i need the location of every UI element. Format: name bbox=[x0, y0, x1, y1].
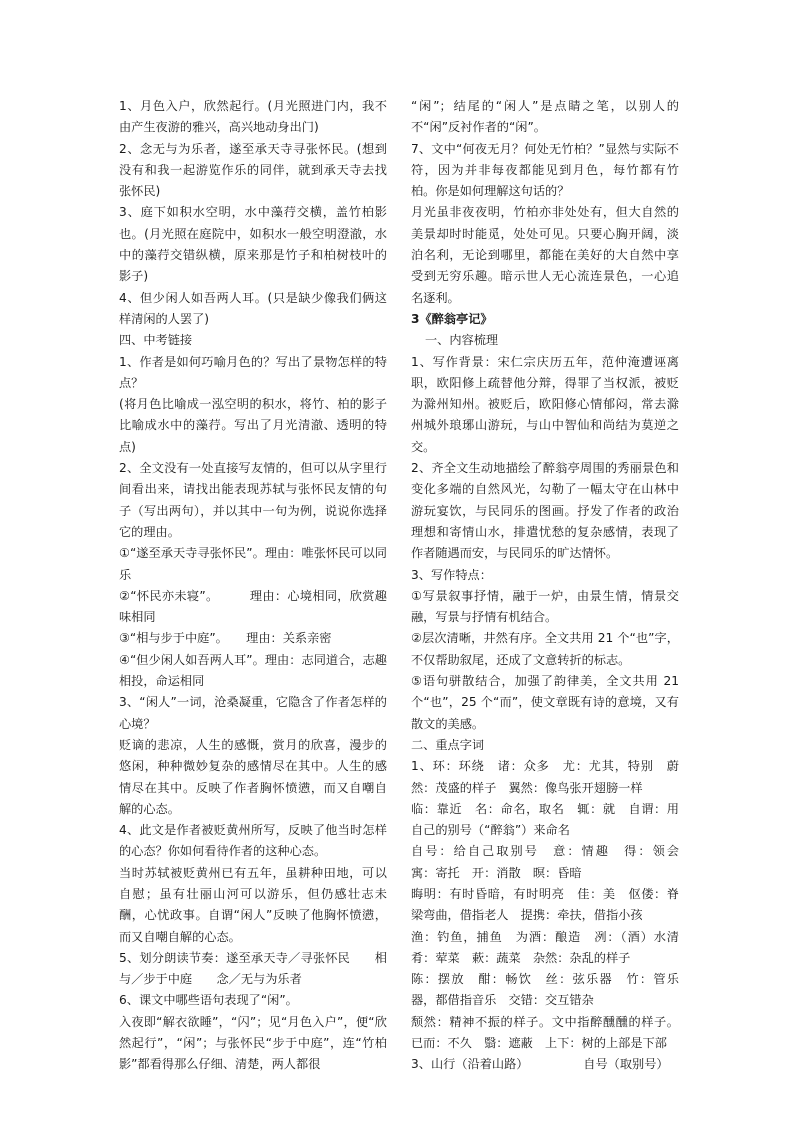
section-heading: 二、重点字词 bbox=[411, 737, 485, 752]
paragraph: 2、念无与为乐者，遂至承天寺寻张怀民。(想到没有和我一起游览作乐的同伴，就到承天寺去找张怀民) bbox=[119, 141, 387, 199]
paragraph: ⑤语句骈散结合，加强了韵律美，全文共用 21 个“也”，25 个“而”，使文章既有诗的意境，又有散文的美感。 bbox=[411, 674, 679, 731]
section-heading: 四、中考链接 bbox=[119, 333, 193, 348]
vocab-entry: 临：靠近 名：命名，取名 辄：就 自谓：用自己的别号（“醉翁”）来命名 bbox=[411, 801, 679, 838]
vocab-entry: 陈：摆放 酣：畅饮 丝：弦乐器 竹：管乐器，都借指音乐 交错：交互错杂 bbox=[411, 972, 679, 1008]
question: 4、此文是作者被贬黄州所写，反映了他当时怎样的心态？你如何看待作者的这种心态。 bbox=[119, 823, 387, 859]
article-title: 3《醉翁亭记》 bbox=[411, 311, 493, 326]
vocab-entry: 1、环：环绕 诸：众多 尤：尤其，特别 蔚然：茂盛的样子 翼然：像鸟张开翅膀一样 bbox=[411, 759, 679, 795]
vocab-entry: 颓然：精神不振的样子。文中指醉醺醺的样子。已而：不久 翳：遮蔽 上下：树的上部是下部 bbox=[411, 1014, 679, 1051]
question: 7、文中“何夜无月？何处无竹柏？”显然与实际不符，因为并非每夜都能见到月色，每竹都有竹柏。你是如何理解这句话的？ bbox=[411, 141, 679, 199]
paragraph: 3、庭下如积水空明，水中藻荇交横，盖竹柏影也。(月光照在庭院中，如积水一般空明澄澈，水中的藻荇交错纵横，原来那是竹子和柏树枝叶的影子) bbox=[119, 205, 387, 284]
answer: ③“相与步于中庭”。 理由：关系亲密 bbox=[119, 631, 332, 646]
answer: 当时苏轼被贬黄州已有五年，虽耕种田地，可以自慰；虽有壮丽山河可以游乐，但仍感壮志未酬，心忧政事。自谓“闲人”反映了他胸怀愤懑，而又自嘲自解的心态。 bbox=[119, 865, 387, 944]
paragraph: 1、月色入户，欣然起行。(月光照进门内，我不由产生夜游的雅兴，高兴地动身出门) bbox=[119, 99, 387, 135]
question: 2、全文没有一处直接写友情的，但可以从字里行间看出来，请找出能表现苏轼与张怀民友情的句子（写出两句），并以其中一句为例，说说你选择它的理由。 bbox=[119, 461, 387, 539]
question: 1、作者是如何巧喻月色的？写出了景物怎样的特点？ bbox=[119, 354, 387, 390]
answer: 贬谪的悲凉，人生的感慨，赏月的欣喜，漫步的悠闲，种种微妙复杂的感情尽在其中。人生的感情尽在其中。反映了作者胸怀愤懑，而又自嘲自解的心态。 bbox=[119, 737, 387, 816]
question: 6、课文中哪些语句表现了“闲”。 bbox=[119, 993, 298, 1008]
answer: “闲”；结尾的“闲人”是点睛之笔，以别人的不“闲”反衬作者的“闲”。 bbox=[411, 99, 679, 135]
left-column bbox=[119, 96, 387, 1076]
paragraph: 4、但少闲人如吾两人耳。(只是缺少像我们俩这样清闲的人罢了) bbox=[119, 290, 387, 326]
paragraph: ①写景叙事抒情，融于一炉，由景生情，情景交融，写景与抒情有机结合。 bbox=[411, 588, 679, 625]
vocab-entry: 自号：给自己取别号 意：情趣 得：领会 寓：寄托 开：消散 暝：昏暗 bbox=[411, 844, 692, 880]
vocab-entry: 渔：钓鱼，捕鱼 为酒：酿造 冽：（酒）水清 肴：荤菜 蔌：蔬菜 杂然：杂乱的样子 bbox=[411, 929, 692, 965]
question: 5、划分朗读节奏：遂至承天寺／寻张怀民 相与／步于中庭 念／无与为乐者 bbox=[119, 950, 387, 987]
paragraph: 2、齐全文生动地描绘了醉翁亭周围的秀丽景色和变化多端的自然风光，勾勒了一幅太守在山林中游玩宴饮，与民同乐的图画。抒发了作者的政治理想和寄情山水，排遣忧愁的复杂感情，表现了作者随遇而安，与民同乐的旷达情怀。 bbox=[411, 461, 679, 561]
vocab-entry: 晦明：有时昏暗，有时明亮 佳：美 伛偻：脊梁弯曲，借指老人 提携：牵扶，借指小孩 bbox=[411, 886, 679, 923]
answer: 月光虽非夜夜明，竹柏亦非处处有，但大自然的美景却时时能觅，处处可见。只要心胸开阔，淡泊名利，无论到哪里，都能在美好的大自然中享受到无穷乐趣。暗示世人无心流连景色，一心追名逐利。 bbox=[411, 205, 679, 305]
vocab-entry: 3、山行（沿着山路） 自号（取别号） bbox=[411, 1057, 669, 1072]
answer: (将月色比喻成一泓空明的积水，将竹、柏的影子比喻成水中的藻荇。写出了月光清澈、透明的特点) bbox=[119, 397, 387, 454]
paragraph: 1、写作背景：宋仁宗庆历五年，范仲淹遭诬离职，欧阳修上疏替他分辩，得罪了当权派，被贬为滁州知州。被贬后，欧阳修心情郁闷，常去滁州城外琅琊山游玩，与山中智仙和尚结为莫逆之交。 bbox=[411, 354, 679, 454]
paragraph: 3、写作特点： bbox=[411, 567, 492, 582]
question: 3、“闲人”一词，沧桑凝重，它隐含了作者怎样的心境？ bbox=[119, 695, 387, 731]
section-heading: 一、内容梳理 bbox=[425, 333, 499, 348]
answer: 入夜即“解衣欲睡”，“闪”；见“月色入户”，便“欣然起行”，“闲”；与张怀民“步于中庭”，连“竹柏影”都看得那么仔细、清楚，两人都很 bbox=[119, 1014, 387, 1072]
paragraph: ②层次清晰，井然有序。全文共用 21 个“也”字，不仅帮助叙尾，还成了文意转折的标志。 bbox=[411, 631, 679, 667]
right-column bbox=[411, 96, 692, 1076]
answer: ①“遂至承天寺寻张怀民”。理由：唯张怀民可以同乐 bbox=[119, 546, 387, 582]
answer: ④“但少闲人如吾两人耳”。理由：志同道合，志趣相投，命运相同 bbox=[119, 652, 387, 689]
answer: ②“怀民亦未寝”。 理由：心境相同，欣赏趣味相同 bbox=[119, 588, 387, 625]
